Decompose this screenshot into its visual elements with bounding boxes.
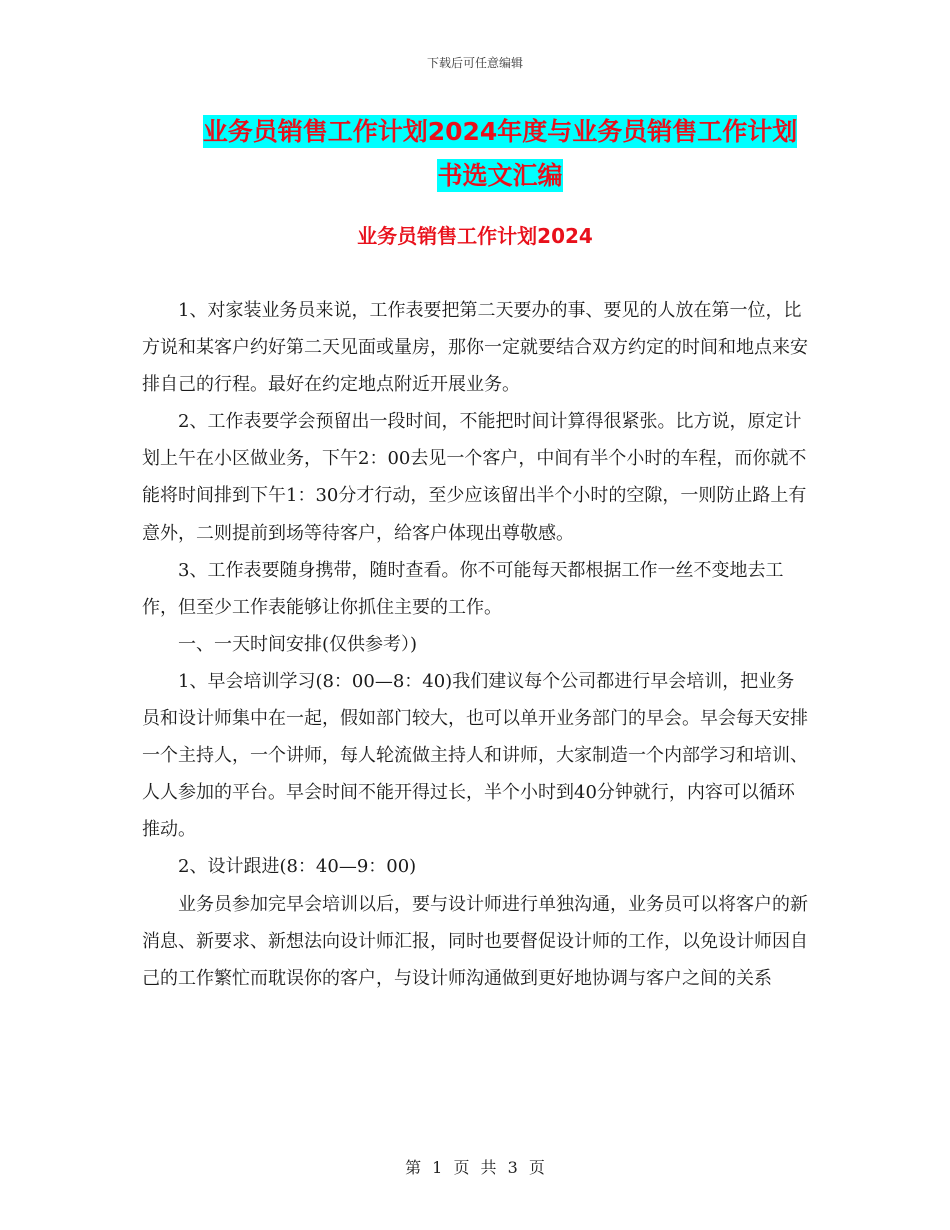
document-title — [140, 110, 860, 198]
paragraph: 3、工作表要随身携带，随时查看。你不可能每天都根据工作一丝不变地去工作，但至少工作表能够让你抓住主要的工作。 — [142, 559, 784, 618]
document-body — [142, 292, 810, 997]
section-title: 业务员销售工作计划2024 — [357, 224, 593, 248]
paragraph: 1、对家装业务员来说，工作表要把第二天要办的事、要见的人放在第一位，比方说和某客户约好第二天见面或量房，那你一定就要结合双方约定的时间和地点来安排自己的行程。最好在约定地点附近开展业务。 — [142, 300, 808, 396]
header-note: 下载后可任意编辑 — [426, 56, 523, 70]
paragraph: 1、早会培训学习(8：00—8：40)我们建议每个公司都进行早会培训，把业务员和设计师集中在一起，假如部门较大，也可以单开业务部门的早会。早会每天安排一个主持人，一个讲师，每人轮流做主持人和讲师，大家制造一个内部学习和培训、人人参加的平台。早会时间不能开得过长，半个小时到40分钟就行，内容可以循环推动。 — [142, 670, 808, 841]
paragraph: 业务员参加完早会培训以后，要与设计师进行单独沟通，业务员可以将客户的新消息、新要求、新想法向设计师汇报，同时也要督促设计师的工作，以免设计师因自己的工作繁忙而耽误你的客户，与设计师沟通做到更好地协调与客户之间的关系 — [142, 893, 808, 989]
paragraph: 2、工作表要学会预留出一段时间，不能把时间计算得很紧张。比方说，原定计划上午在小区做业务，下午2：00去见一个客户，中间有半个小时的车程，而你就不能将时间排到下午1：30分才行动，至少应该留出半个小时的空隙，一则防止路上有意外，二则提前到场等待客户，给客户体现出尊敬感。 — [142, 411, 807, 544]
document-title-line-1: 业务员销售工作计划2024年度与业务员销售工作计划 — [202, 117, 798, 146]
paragraph: 2、设计跟进(8：40—9：00) — [178, 856, 417, 878]
page-number: 第 1 页 共 3 页 — [405, 1158, 545, 1177]
document-title-line-2: 书选文汇编 — [437, 161, 563, 190]
paragraph: 一、一天时间安排(仅供参考）) — [178, 633, 418, 655]
